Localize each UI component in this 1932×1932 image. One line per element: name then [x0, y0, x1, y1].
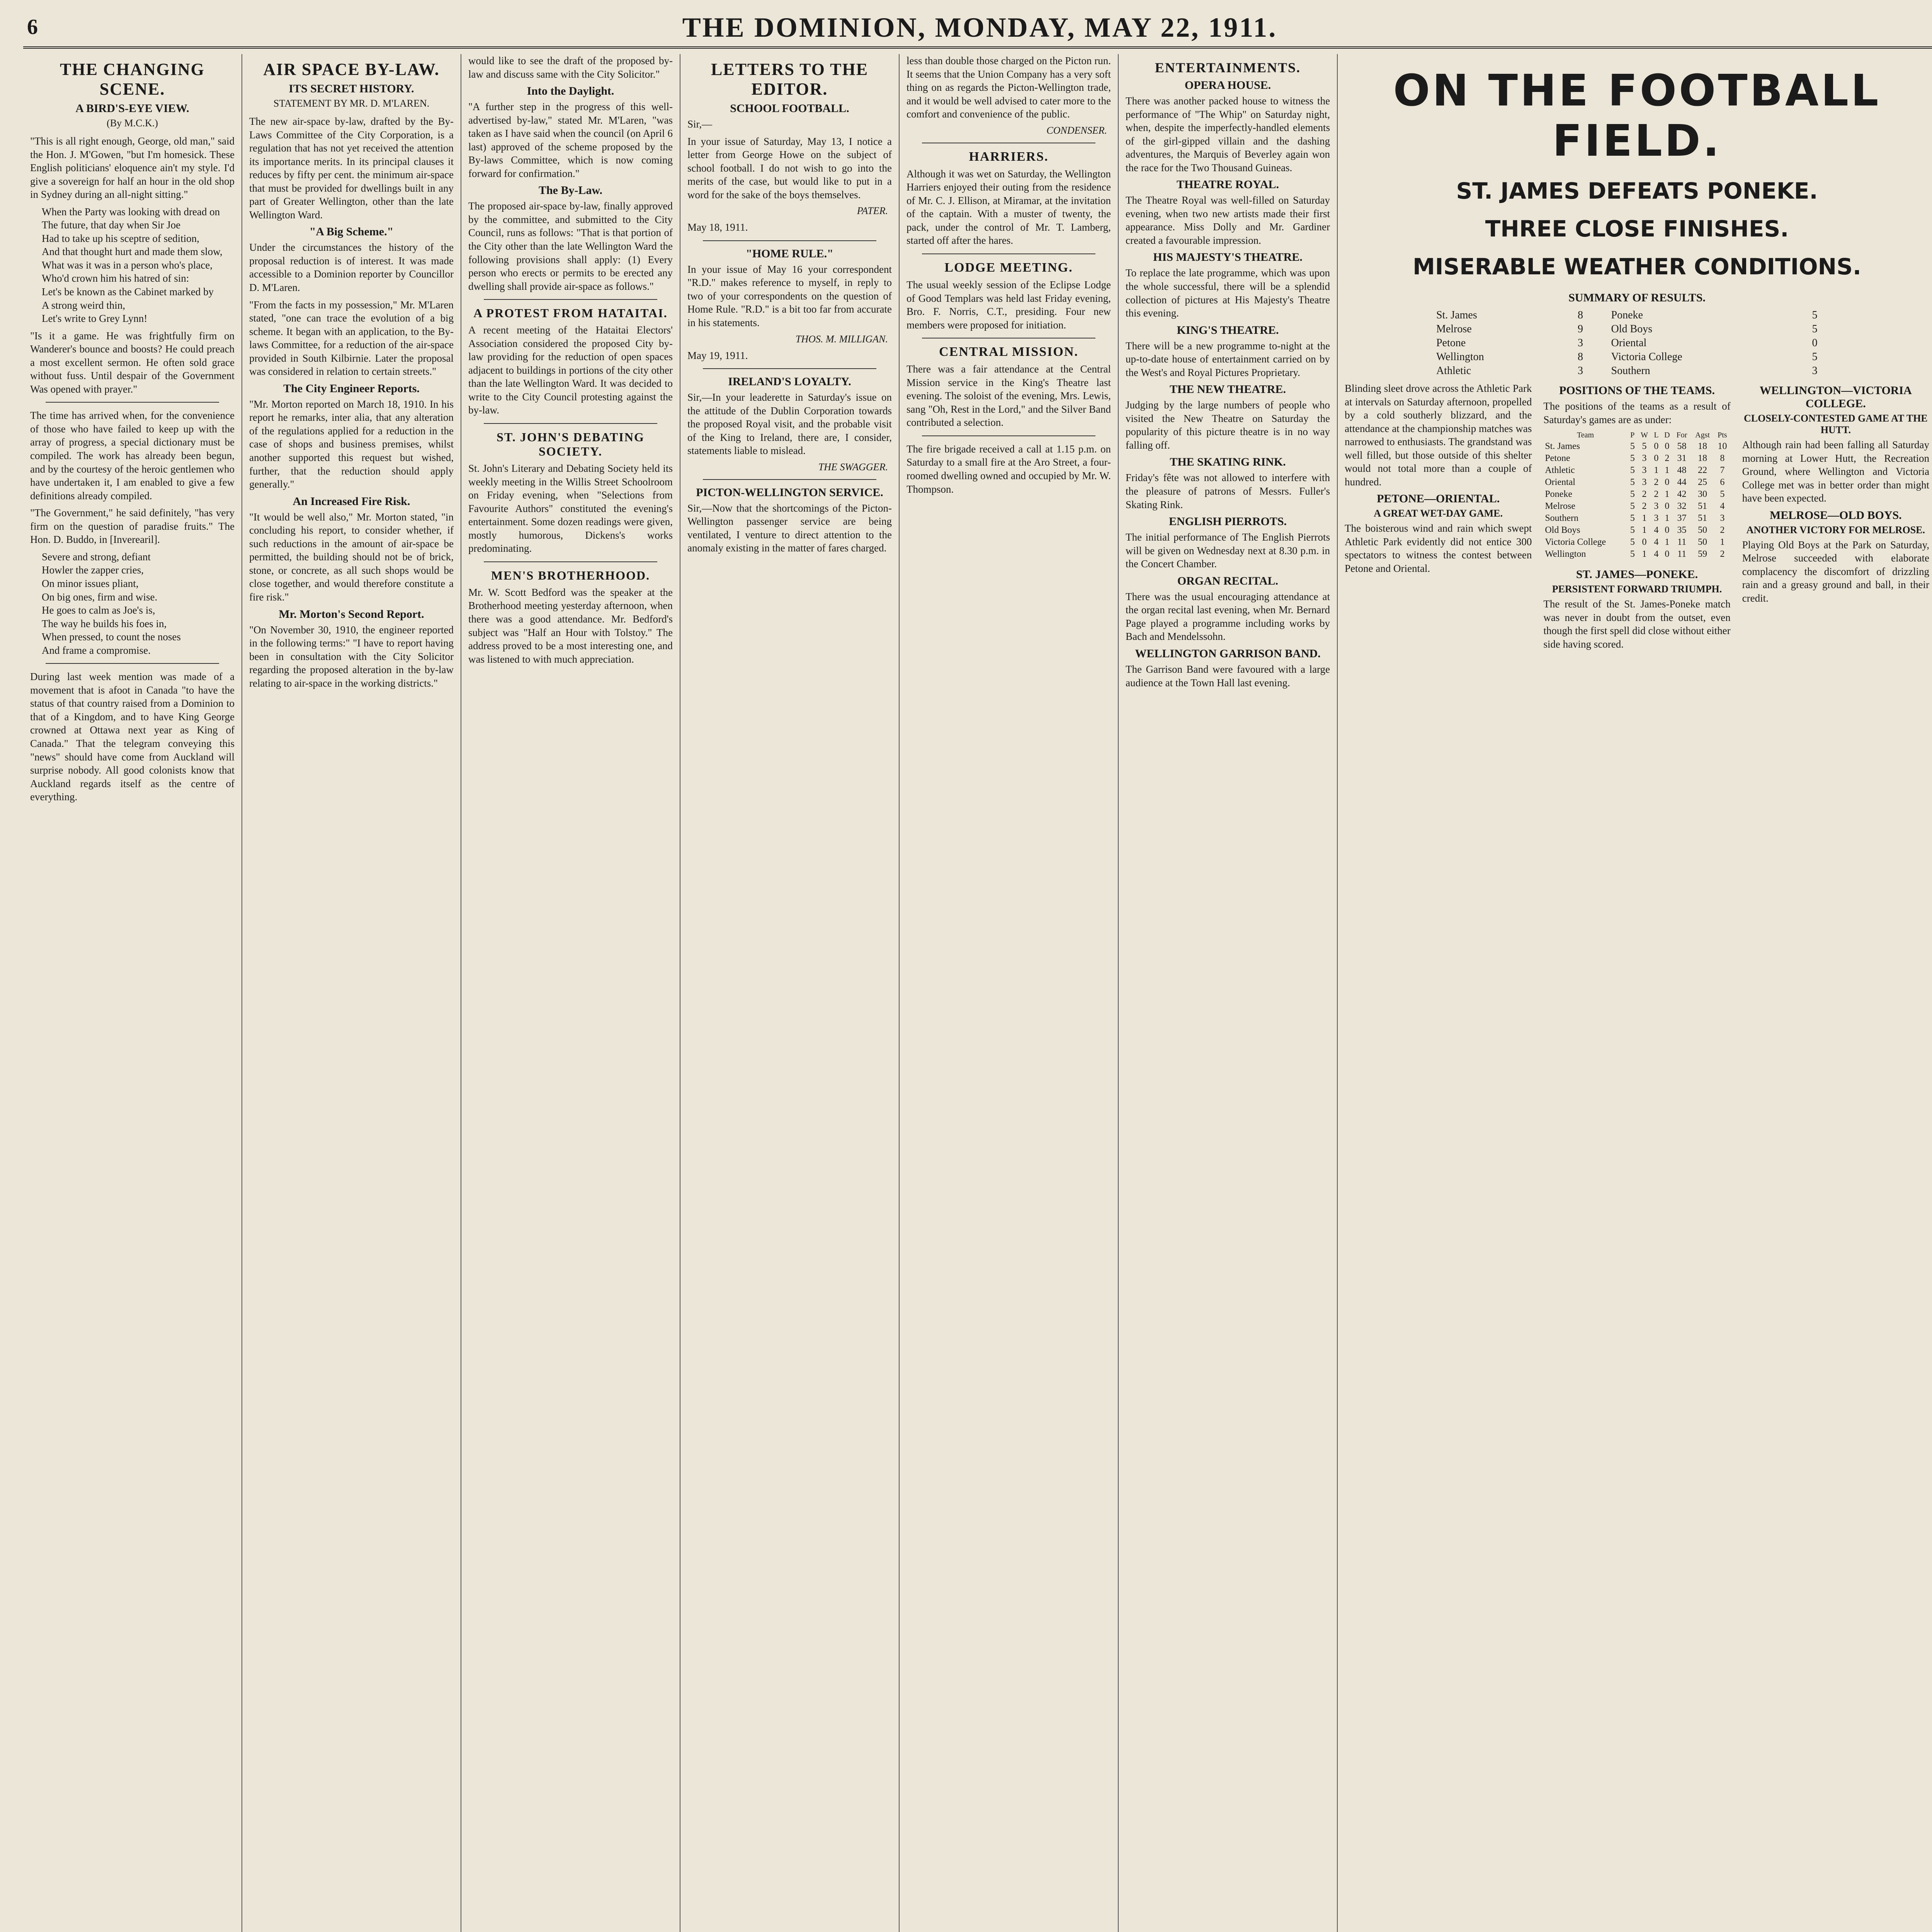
column-1	[23, 54, 242, 1932]
section-subhead: PETONE—ORIENTAL.	[1377, 492, 1500, 505]
article-heading: AIR SPACE BY-LAW.	[263, 60, 440, 79]
standings-cell: 18	[1698, 453, 1708, 464]
letter-date: May 18, 1911.	[687, 221, 748, 233]
section-subhead: MELROSE—OLD BOYS.	[1769, 509, 1902, 522]
standings-cell: 1	[1665, 513, 1670, 524]
letter-signature: CONDENSER.	[1046, 124, 1107, 136]
standings-cell: 5	[1630, 489, 1635, 500]
article-paragraph: A recent meeting of the Hataitai Electors' Association considered the proposed City by-law providing for the reduction of open spaces adjacent to buildings in portions of the city other than the late Wellington Ward. It was decided to write to the City Council protesting against the by-law.	[468, 324, 673, 416]
column-2	[242, 54, 461, 1932]
article-heading: THE CHANGING SCENE.	[60, 60, 205, 99]
standings-cell: 1	[1665, 537, 1670, 548]
standings-header-cell: Agst	[1695, 431, 1710, 440]
team-cell: Wellington	[1436, 351, 1484, 363]
summary-row	[1432, 336, 1842, 350]
score-cell: 3	[1577, 337, 1583, 349]
section-subhead: The By-Law.	[538, 184, 603, 197]
team-cell: Melrose	[1436, 323, 1472, 335]
standings-cell: 37	[1677, 513, 1687, 524]
letter-date: May 19, 1911.	[687, 349, 748, 361]
article-paragraph: St. John's Literary and Debating Society held its weekly meeting in the Willis Street Schoolroom on Friday evening, when "Selections from Favourite Authors" constituted the evening's entertainment. Some dozen readings were given, mostly humorous, Dickens's works predominating.	[468, 463, 673, 554]
standings-cell: 5	[1630, 549, 1635, 560]
standings-cell: Wellington	[1545, 549, 1586, 560]
divider	[703, 240, 876, 241]
standings-header-cell: D	[1664, 431, 1670, 440]
sports-subcolumn	[1742, 382, 1929, 655]
team-cell: Victoria College	[1611, 351, 1682, 363]
score-cell: 3	[1577, 365, 1583, 377]
standings-cell: 1	[1665, 465, 1670, 476]
standings-cell: 0	[1654, 441, 1659, 452]
standings-cell: Petone	[1545, 453, 1570, 464]
standings-cell: 30	[1698, 489, 1708, 500]
team-cell: Oriental	[1611, 337, 1647, 349]
article-paragraph: Judging by the large numbers of people who visited the New Theatre on Saturday the popularity of this picture theatre is in no way falling off.	[1126, 399, 1330, 451]
divider	[46, 402, 219, 403]
section-subhead: KING'S THEATRE.	[1177, 323, 1279, 337]
team-cell: Old Boys	[1611, 323, 1653, 335]
article-paragraph: There will be a new programme to-night at the up-to-date house of entertainment carried on by the West's and Royal Pictures Proprietary.	[1126, 340, 1330, 378]
standings-cell: 0	[1654, 453, 1659, 464]
standings-row	[1543, 500, 1730, 512]
standings-cell: 5	[1630, 537, 1635, 548]
section-subhead: WELLINGTON—VICTORIA COLLEGE.	[1759, 384, 1912, 410]
positions-title: POSITIONS OF THE TEAMS.	[1559, 384, 1715, 397]
standings-cell: 35	[1677, 525, 1687, 536]
sports-headline: THREE CLOSE FINISHES.	[1485, 216, 1789, 242]
summary-row	[1432, 350, 1842, 364]
article-paragraph: During last week mention was made of a movement that is afoot in Canada "to have the status of that country raised from a Dominion to that of a Kingdom, and to have King George crowned at Ottawa next year as King of Canada." That the telegram conveying this "news" should have come from Auckland will surprise nobody. All good colonists know that Auckland regards itself as the centre of everything.	[30, 671, 235, 803]
standings-cell: 3	[1642, 477, 1647, 488]
page-number: 6	[27, 15, 38, 39]
article-heading: ENTERTAINMENTS.	[1155, 60, 1301, 75]
section-subhead: PERSISTENT FORWARD TRIUMPH.	[1552, 583, 1722, 595]
article-paragraph: Playing Old Boys at the Park on Saturday, Melrose succeeded with elaborate complacency the discomfort of drizzling rain and a greasy ground and ball, in their credit.	[1742, 539, 1929, 604]
standings-cell: 0	[1665, 441, 1670, 452]
standings-cell: 7	[1720, 465, 1725, 476]
team-cell: Poneke	[1611, 309, 1643, 321]
standings-row	[1543, 488, 1730, 500]
score-cell: 5	[1812, 309, 1818, 321]
team-cell: St. James	[1436, 309, 1477, 321]
article-paragraph: Friday's fête was not allowed to interfere with the pleasure of patrons of Messrs. Fuller's Skating Rink.	[1126, 472, 1330, 510]
standings-cell: 4	[1654, 537, 1659, 548]
standings-cell: 2	[1720, 549, 1725, 560]
score-cell: 9	[1577, 323, 1583, 335]
standings-cell: 2	[1654, 489, 1659, 500]
article-subhead: ITS SECRET HISTORY.	[289, 82, 414, 95]
letter-signature: THOS. M. MILLIGAN.	[795, 333, 888, 345]
standings-cell: 51	[1698, 501, 1708, 512]
column-6	[1119, 54, 1338, 1932]
standings-cell: 5	[1642, 441, 1647, 452]
standings-cell: 4	[1720, 501, 1725, 512]
article-byline: (By M.C.K.)	[107, 117, 158, 129]
article-paragraph: The Garrison Band were favoured with a large audience at the Town Hall last evening.	[1126, 663, 1330, 689]
article-paragraph: Sir,—In your leaderette in Saturday's issue on the attitude of the Dublin Corporation towards the proposed Royal visit, and the probable visit of the King to Ireland, there are, I consider, statements liable to mislead.	[687, 391, 892, 457]
article-subhead: A BIRD'S-EYE VIEW.	[75, 102, 189, 115]
section-subhead: ST. JAMES—PONEKE.	[1576, 568, 1698, 581]
standings-cell: Poneke	[1545, 489, 1572, 500]
standings-cell: 0	[1642, 537, 1647, 548]
section-subhead: IRELAND'S LOYALTY.	[728, 375, 851, 388]
article-paragraph: The fire brigade received a call at 1.15 p.m. on Saturday to a small fire at the Aro Street, a four-roomed dwelling owned and occupied by Mr. W. Thompson.	[906, 443, 1111, 495]
standings-row	[1543, 464, 1730, 476]
standings-cell: 2	[1642, 489, 1647, 500]
standings-cell: 58	[1677, 441, 1687, 452]
standings-cell: Southern	[1545, 513, 1578, 524]
article-paragraph: "On November 30, 1910, the engineer reported in the following terms:" "I have to report having been in consultation with the City Solicitor regarding the proposed alteration in the by-law relating to air-space in the working districts."	[249, 624, 454, 689]
standings-row	[1543, 452, 1730, 464]
verse: Severe and strong, defiant Howler the zapper cries, On minor issues pliant, On big ones, firm and wise. He goes to calm as Joe's is, The way he builds his foes in, When pressed, to count the noses And frame a compromise.	[42, 551, 181, 656]
score-cell: 8	[1577, 351, 1583, 363]
section-subhead: WELLINGTON GARRISON BAND.	[1135, 647, 1321, 660]
standings-row	[1543, 476, 1730, 488]
article-paragraph: Sir,—Now that the shortcomings of the Picton-Wellington passenger service are being ventilated, I venture to direct attention to the anomaly existing in the matter of fares charged.	[687, 502, 892, 554]
article-paragraph: There was another packed house to witness the performance of "The Whip" on Saturday night, when, despite the imperfectly-handled elements of the girl-gipped villain and the dashing adventures, the Marquis of Beverley again won the race for the Two Thousand Guineas.	[1126, 95, 1330, 173]
standings-cell: 31	[1677, 453, 1687, 464]
divider	[922, 253, 1095, 254]
standings-header-cell: Team	[1577, 431, 1594, 440]
article-paragraph: The result of the St. James-Poneke match was never in doubt from the outset, even though the first spell did close without either side having scored.	[1543, 598, 1731, 650]
section-subhead: "A Big Scheme."	[309, 225, 394, 238]
summary-row	[1432, 364, 1842, 378]
standings-cell: 25	[1698, 477, 1708, 488]
article-paragraph: The usual weekly session of the Eclipse Lodge of Good Templars was held last Friday evening, Bro. F. Norris, C.T., presiding. Four new members were proposed for initiation.	[906, 279, 1111, 331]
article-heading: LODGE MEETING.	[944, 260, 1073, 275]
standings-header-cell: For	[1676, 431, 1687, 440]
sports-subcolumn	[1345, 382, 1532, 655]
standings-row	[1543, 512, 1730, 524]
standings-cell: 5	[1630, 453, 1635, 464]
standings-row	[1543, 536, 1730, 548]
standings-header-cell: Pts	[1718, 431, 1727, 440]
section-subhead: An Increased Fire Risk.	[293, 495, 410, 508]
score-cell: 5	[1812, 351, 1818, 363]
standings-cell: 8	[1720, 453, 1725, 464]
standings-cell: 1	[1665, 489, 1670, 500]
summary-row	[1432, 322, 1842, 336]
article-paragraph: Although it was wet on Saturday, the Wellington Harriers enjoyed their outing from the residence of Mr. C. J. Ellison, at Miramar, at the invitation of the captain. With a muster of twenty, the pack, under the control of Mr. T. Lamberg, started off after the hares.	[906, 168, 1111, 247]
standings-cell: 42	[1677, 489, 1687, 500]
team-cell: Petone	[1436, 337, 1466, 349]
section-subhead: Mr. Morton's Second Report.	[279, 607, 424, 621]
standings-header-cell: W	[1641, 431, 1648, 440]
team-cell: Southern	[1611, 365, 1650, 377]
score-cell: 3	[1812, 365, 1818, 377]
standings-cell: 0	[1665, 477, 1670, 488]
summary-title: SUMMARY OF RESULTS.	[1568, 291, 1706, 304]
standings-cell: 50	[1698, 537, 1708, 548]
section-subhead: A GREAT WET-DAY GAME.	[1374, 508, 1503, 519]
divider	[703, 479, 876, 480]
masthead	[23, 8, 1932, 49]
standings-cell: 1	[1642, 525, 1647, 536]
standings-cell: Oriental	[1545, 477, 1575, 488]
newspaper-title: THE DOMINION, MONDAY, MAY 22, 1911.	[682, 12, 1277, 43]
section-subhead: ENGLISH PIERROTS.	[1168, 515, 1287, 528]
letter-salutation: Sir,—	[687, 118, 713, 130]
article-paragraph: "Is it a game. He was frightfully firm on Wanderer's bounce and boosts? He could preach a most excellent sermon. He often sold grace without fuss. Until despair of the Government Was opened with prayer."	[30, 330, 235, 395]
standings-cell: 0	[1665, 525, 1670, 536]
standings-cell: 10	[1718, 441, 1727, 452]
standings-cell: 3	[1654, 513, 1659, 524]
standings-cell: 2	[1654, 477, 1659, 488]
section-subhead: PICTON-WELLINGTON SERVICE.	[696, 486, 883, 499]
standings-cell: 5	[1630, 465, 1635, 476]
standings-row	[1543, 440, 1730, 452]
standings-cell: 1	[1720, 537, 1725, 548]
standings-cell: 51	[1698, 513, 1708, 524]
divider	[484, 423, 657, 424]
score-cell: 5	[1812, 323, 1818, 335]
article-heading: ST. JOHN'S DEBATING SOCIETY.	[497, 430, 645, 459]
standings-header-cell: L	[1654, 431, 1659, 440]
standings-header-cell: P	[1630, 431, 1635, 440]
article-paragraph: Blinding sleet drove across the Athletic Park at intervals on Saturday afternoon, propelled by a cold southerly blizzard, and the attendance at the championship matches was narrowed to enthusiasts. The grandstand was well filled, but those outside of this shelter would not total more than a couple of hundred.	[1345, 383, 1532, 488]
standings-cell: 5	[1630, 501, 1635, 512]
article-paragraph: "This is all right enough, George, old man," said the Hon. J. M'Gowen, "but I'm homesick. These English politicians' eloquence ain't my style. I'd give a sovereign for half an hour in the old shop in Sydney during an all-night sitting."	[30, 135, 235, 201]
page-columns	[23, 54, 1932, 1932]
standings-cell: 44	[1677, 477, 1687, 488]
article-paragraph: Mr. W. Scott Bedford was the speaker at the Brotherhood meeting yesterday afternoon, when there was a good attendance. Mr. Bedford's subject was "Half an Hour with Tolstoy." The address proved to be a most interesting one, and was listened to with much appreciation.	[468, 586, 673, 665]
score-cell: 0	[1812, 337, 1818, 349]
article-paragraph: The Theatre Royal was well-filled on Saturday evening, when two new artists made their first appearance. Miss Dolly and Mr. Gardiner created a favourable impression.	[1126, 194, 1330, 246]
article-paragraph: would like to see the draft of the proposed by-law and discuss same with the City Solicitor."	[468, 55, 673, 80]
section-subhead: OPERA HOUSE.	[1184, 79, 1271, 92]
sports-banner-heading: ON THE FOOTBALL FIELD.	[1393, 66, 1881, 166]
standings-cell: 4	[1654, 549, 1659, 560]
section-subhead: The City Engineer Reports.	[283, 382, 420, 395]
article-paragraph: "From the facts in my possession," Mr. M'Laren stated, "one can trace the evolution of a big scheme. It began with an application, to the By-laws Committee, for a reduction of the air-space provided in South Kilbirnie. Later the proposal was considered in relation to certain streets."	[249, 299, 454, 378]
article-paragraph: "It would be well also," Mr. Morton stated, "in concluding his report, to consider whether, if such reductions in the amount of air-space be permitted, the building should not be of brick, stone, or concrete, as all such shops would be close together, and would therefore constitute a fire risk."	[249, 511, 454, 603]
standings-cell: 2	[1720, 525, 1725, 536]
sports-headline: MISERABLE WEATHER CONDITIONS.	[1413, 253, 1861, 280]
section-subhead: THE SKATING RINK.	[1170, 456, 1286, 469]
column-sports	[1338, 54, 1932, 1932]
article-paragraph: The initial performance of The English Pierrots will be given on Wednesday next at 8.30 p.m. in the Concert Chamber.	[1126, 531, 1330, 570]
standings-cell: 6	[1720, 477, 1725, 488]
standings-cell: 1	[1642, 549, 1647, 560]
standings-cell: 5	[1630, 513, 1635, 524]
article-paragraph: "The Government," he said definitely, "has very firm on the question of paradise fruits." The Hon. D. Buddo, in [Inverearil].	[30, 507, 235, 546]
standings-cell: St. James	[1545, 441, 1580, 452]
standings-cell: 32	[1677, 501, 1687, 512]
standings-cell: 0	[1665, 549, 1670, 560]
verse: When the Party was looking with dread on The future, that day when Sir Joe Had to take up his sceptre of sedition, And that thought hurt and made them slow, What was it was in a person who's place, Who'd crown him his hatred of sin: Let's be known as the Cabinet marked by A strong weird thin, Let's write to Grey Lynn!	[42, 206, 223, 325]
standings-cell: 18	[1698, 441, 1708, 452]
standings-cell: 5	[1720, 489, 1725, 500]
article-paragraph: The boisterous wind and rain which swept Athletic Park evidently did not entice 300 spectators to witness the contest between Petone and Oriental.	[1345, 522, 1532, 575]
article-byline: STATEMENT BY MR. D. M'LAREN.	[273, 98, 430, 109]
standings-row	[1543, 524, 1730, 536]
divider	[703, 368, 876, 369]
standings-cell: 3	[1720, 513, 1725, 524]
article-paragraph: There was the usual encouraging attendance at the organ recital last evening, when Mr. Bernard Page played a programme including works by Bach and Mendelssohn.	[1126, 590, 1330, 643]
article-paragraph: Although rain had been falling all Saturday morning at Lower Hutt, the Recreation Ground, where Wellington and Victoria College met was in better order than might have been expected.	[1742, 439, 1929, 504]
column-3	[461, 54, 680, 1932]
standings-cell: 22	[1698, 465, 1708, 476]
column-4	[680, 54, 900, 1932]
divider	[484, 299, 657, 300]
standings-cell: 1	[1642, 513, 1647, 524]
divider	[46, 663, 219, 664]
article-paragraph: There was a fair attendance at the Central Mission service in the King's Theatre last evening. The soloist of the evening, Mrs. Lewis, sang "Oh, Rest in the Lord," and the Silver Band contributed a selection.	[906, 363, 1111, 429]
standings-cell: 3	[1654, 501, 1659, 512]
section-subhead: ANOTHER VICTORY FOR MELROSE.	[1746, 524, 1925, 536]
article-paragraph: "A further step in the progress of this well-advertised by-law," stated Mr. M'Laren, "was taken as I have said when the council (on April 6 last) approved of the scheme proposed by the By-laws Committee, which is now coming forward for confirmation."	[468, 101, 673, 179]
article-paragraph: In your issue of Saturday, May 13, I notice a letter from George Howe on the subject of school football. I do not wish to go into the merits of the case, but would like to put in a word for the sake of the boys themselves.	[687, 135, 892, 201]
standings-cell: 11	[1677, 537, 1687, 548]
standings-cell: 3	[1642, 465, 1647, 476]
standings-cell: 4	[1654, 525, 1659, 536]
standings-cell: Old Boys	[1545, 525, 1580, 536]
standings-cell: Victoria College	[1545, 537, 1606, 548]
standings-cell: 2	[1665, 453, 1670, 464]
sports-headline: ST. JAMES DEFEATS PONEKE.	[1456, 178, 1818, 204]
article-paragraph: less than double those charged on the Picton run. It seems that the Union Company has a very soft thing on as regards the Picton-Wellington trade, and it would be well advised to cater more to the comfort and convenience of the public.	[906, 55, 1111, 120]
section-subhead: CLOSELY-CONTESTED GAME AT THE HUTT.	[1744, 413, 1928, 435]
article-paragraph: The proposed air-space by-law, finally approved by the committee, and submitted to the City Council, runs as follows: "That is that portion of the City other than the late Wellington Ward the following provisions shall apply: (1) Every person who erects or permits to be erected any dwelling shall provide air-space as follows."	[468, 200, 673, 292]
article-heading: HARRIERS.	[969, 149, 1049, 164]
standings-cell: 11	[1677, 549, 1687, 560]
article-heading: LETTERS TO THE EDITOR.	[711, 60, 869, 99]
team-cell: Athletic	[1436, 365, 1471, 377]
column-5	[900, 54, 1119, 1932]
article-paragraph: The time has arrived when, for the convenience of those who have failed to keep up with the array of progress, a special dictionary must be compiled. The work has already been begun, and by the courtesy of the heroic gentlemen who have undertaken it, I am enabled to give a few definitions already compiled.	[30, 410, 235, 502]
section-subhead: Into the Daylight.	[527, 85, 614, 98]
standings-cell: 59	[1698, 549, 1708, 560]
section-subhead: HIS MAJESTY'S THEATRE.	[1153, 251, 1303, 264]
standings-row	[1543, 548, 1730, 560]
standings-cell: 0	[1665, 501, 1670, 512]
letter-signature: THE SWAGGER.	[818, 461, 888, 473]
article-paragraph: "Mr. Morton reported on March 18, 1910. In his report he remarks, inter alia, that any alteration of the regulations applied for a reduction in the case of shops and business premises, whilst another supported this request but wished, further, that the reduction should apply generally."	[249, 398, 454, 490]
section-subhead: THE NEW THEATRE.	[1170, 383, 1286, 396]
results-summary-table	[1432, 308, 1842, 378]
section-subhead: SCHOOL FOOTBALL.	[730, 102, 849, 115]
standings-cell: Melrose	[1545, 501, 1575, 512]
standings-cell: 48	[1677, 465, 1687, 476]
standings-cell: 5	[1630, 477, 1635, 488]
score-cell: 8	[1577, 309, 1583, 321]
summary-row	[1432, 308, 1842, 322]
article-paragraph: The new air-space by-law, drafted by the By-Laws Committee of the City Corporation, is a regulation that has not yet received the attention its importance merits. In its principal clauses it reduces by fifty per cent. the minimum air-space that must be provided for dwellings built in any part of Greater Wellington, other than the late Wellington Ward.	[249, 116, 454, 221]
article-heading: MEN'S BROTHERHOOD.	[491, 568, 650, 582]
section-subhead: "HOME RULE."	[746, 247, 833, 260]
standings-cell: 2	[1642, 501, 1647, 512]
standings-cell: 1	[1654, 465, 1659, 476]
standings-cell: 5	[1630, 441, 1635, 452]
standings-cell: 50	[1698, 525, 1708, 536]
standings-table	[1543, 430, 1730, 560]
standings-cell: 5	[1630, 525, 1635, 536]
standings-cell: Athletic	[1545, 465, 1575, 476]
sports-subcolumn	[1543, 382, 1730, 655]
standings-cell: 3	[1642, 453, 1647, 464]
divider	[484, 561, 657, 562]
letter-signature: PATER.	[857, 205, 888, 217]
article-heading: CENTRAL MISSION.	[939, 345, 1078, 359]
section-subhead: THEATRE ROYAL.	[1176, 178, 1279, 191]
divider	[922, 435, 1095, 436]
article-paragraph: To replace the late programme, which was upon the whole successful, there will be a splendid collection of pictures at His Majesty's Theatre this evening.	[1126, 267, 1330, 319]
section-subhead: ORGAN RECITAL.	[1177, 574, 1279, 587]
article-paragraph: In your issue of May 16 your correspondent "R.D." makes reference to myself, in reply to two of your correspondents on the question of Home Rule. "R.D." is a bit too far from accurate in his statements.	[687, 263, 892, 329]
article-heading: A PROTEST FROM HATAITAI.	[473, 306, 668, 320]
article-paragraph: Under the circumstances the history of the proposal reduction is of interest. It was made accessible to a Dominion reporter by Councillor D. M'Laren.	[249, 242, 454, 294]
positions-intro: The positions of the teams as a result of Saturday's games are as under:	[1543, 400, 1731, 425]
sports-columns	[1345, 382, 1929, 655]
